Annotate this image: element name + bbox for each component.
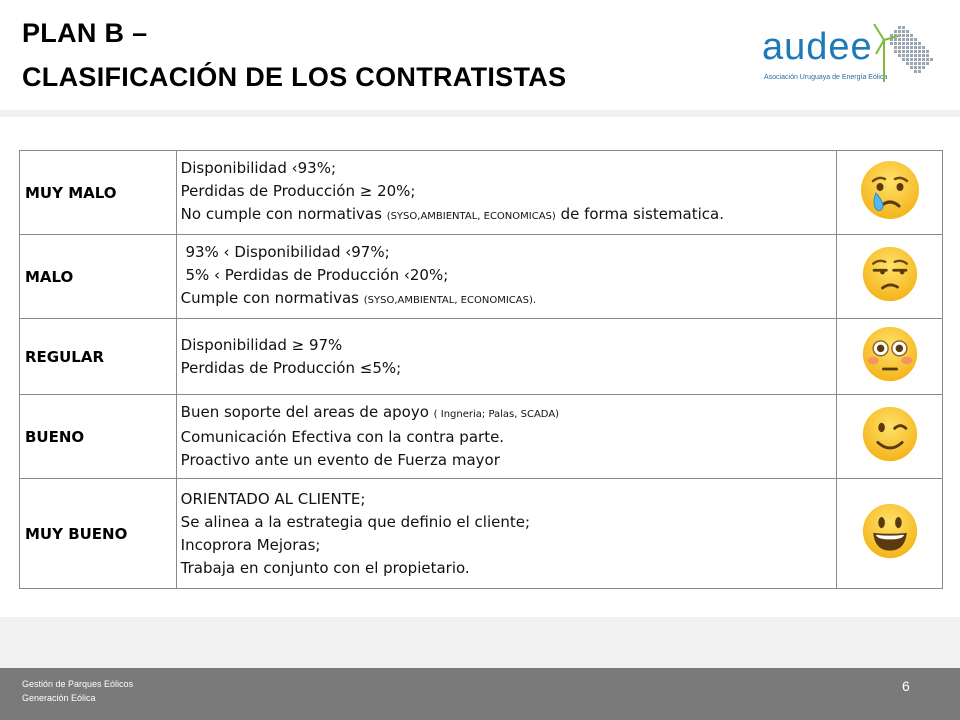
criteria-line: Incoprora Mejoras; <box>180 535 321 554</box>
winking-face-icon <box>861 405 919 463</box>
table-row <box>20 151 943 235</box>
audee-logo <box>758 26 944 102</box>
criteria-line: ORIENTADO AL CLIENTE; <box>180 489 366 508</box>
row-label: MUY MALO <box>20 151 177 235</box>
crying-face-icon <box>859 159 921 221</box>
row-description <box>176 395 837 479</box>
criteria-line: Trabaja en conjunto con el propietario. <box>180 558 470 577</box>
unamused-face-icon <box>861 245 919 303</box>
criteria-note: (SYSO,AMBIENTAL, ECONOMICAS) <box>386 211 556 222</box>
criteria-line: Se alinea a la estrategia que definio el cliente; <box>180 512 531 531</box>
flushed-face-icon <box>861 325 919 383</box>
criteria-line: 93% ‹ Disponibilidad ‹97%; <box>180 243 390 261</box>
footer-line-1: Gestión de Parques Eólicos <box>22 679 134 689</box>
criteria-line <box>181 203 833 228</box>
row-description <box>176 479 837 589</box>
title-line-2: CLASIFICACIÓN DE LOS CONTRATISTAS <box>22 62 567 92</box>
title-line-1: PLAN B – <box>22 18 148 48</box>
row-description <box>176 319 837 395</box>
logo-subtitle: Asociación Uruguaya de Energía Eólica <box>764 74 888 81</box>
criteria-line: Perdidas de Producción ≥ 20%; <box>180 182 416 200</box>
row-label: REGULAR <box>20 319 177 395</box>
smiling-face-icon <box>861 502 919 560</box>
criteria-text: No cumple con normativas <box>180 205 387 223</box>
contractor-classification-table <box>19 150 943 589</box>
criteria-text-after: de forma sistematica. <box>555 205 724 223</box>
table-row <box>20 319 943 395</box>
row-description <box>176 151 837 235</box>
emoji-cell <box>837 151 943 235</box>
footer-line-2: Generación Eólica <box>22 693 96 703</box>
criteria-note: (SYSO,AMBIENTAL, ECONOMICAS). <box>363 295 537 306</box>
row-description <box>176 235 837 319</box>
row-label: BUENO <box>20 395 177 479</box>
slide-footer <box>0 668 960 720</box>
slide-header <box>0 0 960 110</box>
criteria-note: ( Ingneria; Palas, SCADA) <box>433 409 560 420</box>
wind-turbine-map-icon <box>868 20 944 100</box>
criteria-line: Proactivo ante un evento de Fuerza mayor <box>180 451 500 469</box>
criteria-line <box>181 287 833 312</box>
criteria-text: Buen soporte del areas de apoyo <box>180 403 434 421</box>
table-row <box>20 235 943 319</box>
emoji-cell <box>837 319 943 395</box>
table-row <box>20 479 943 589</box>
logo-wordmark: audee <box>762 26 873 68</box>
row-label: MUY BUENO <box>20 479 177 589</box>
emoji-cell <box>837 479 943 589</box>
table-row <box>20 395 943 479</box>
criteria-line: 5% ‹ Perdidas de Producción ‹20%; <box>180 266 449 284</box>
criteria-line: Disponibilidad ≥ 97% <box>180 335 343 354</box>
criteria-line <box>181 401 833 426</box>
row-label: MALO <box>20 235 177 319</box>
page-number: 6 <box>902 678 910 694</box>
criteria-text: Cumple con normativas <box>180 289 364 307</box>
emoji-cell <box>837 235 943 319</box>
criteria-line: Disponibilidad ‹93%; <box>180 159 336 177</box>
criteria-line: Comunicación Efectiva con la contra parte. <box>180 428 505 446</box>
criteria-line: Perdidas de Producción ≤5%; <box>180 358 402 377</box>
emoji-cell <box>837 395 943 479</box>
